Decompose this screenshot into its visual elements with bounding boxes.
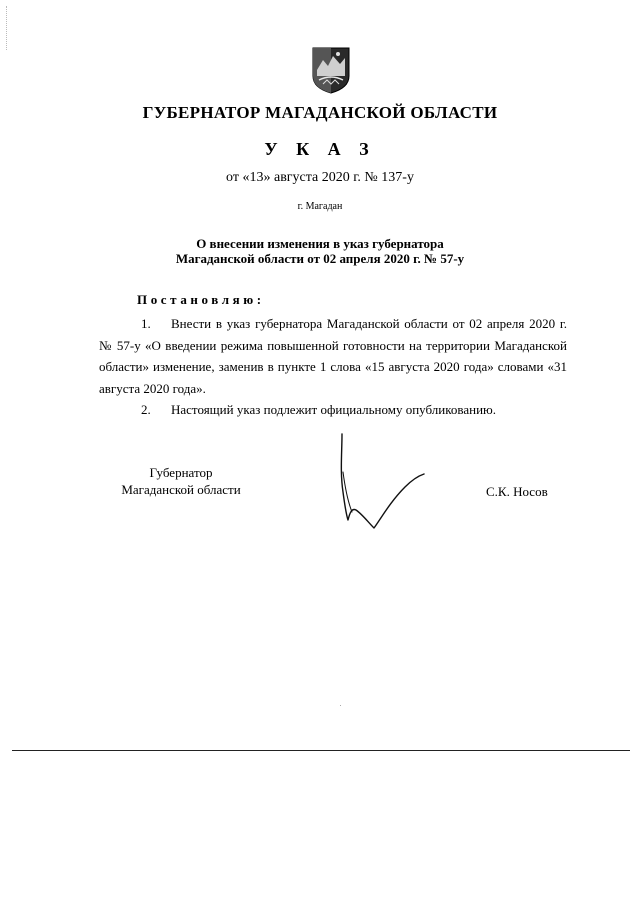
coat-of-arms-icon bbox=[311, 46, 351, 94]
signatory-title bbox=[96, 464, 266, 498]
document-subject bbox=[0, 236, 640, 266]
document-type: У К А З bbox=[264, 139, 376, 159]
handwritten-signature bbox=[330, 432, 430, 532]
paragraph-text: Внести в указ губернатора Магаданской области от 02 апреля 2020 г. № 57-у «О введении режима повышенной готовности на территории Магаданской области» изменение, заменив в пункте 1 слова «15 августа 2020 года» словами «31 августа 2020 года». bbox=[99, 316, 567, 396]
page-bottom-rule bbox=[12, 750, 630, 751]
signatory-name: С.К. Носов bbox=[486, 484, 548, 499]
document-date-number: от «13» августа 2020 г. № 137-у bbox=[226, 170, 414, 185]
scan-speck bbox=[340, 705, 341, 706]
paragraph-1 bbox=[99, 313, 567, 399]
document-city: г. Магадан bbox=[297, 201, 343, 212]
paragraph-text: Настоящий указ подлежит официальному опубликованию. bbox=[171, 402, 497, 417]
signatory-title-line-2: Магаданской области bbox=[121, 482, 241, 497]
paragraph-2 bbox=[99, 399, 567, 421]
subject-line-1: О внесении изменения в указ губернатора bbox=[196, 236, 444, 251]
paragraph-number: 1. bbox=[141, 316, 151, 331]
paragraph-number: 2. bbox=[141, 402, 151, 417]
signatory-title-line-1: Губернатор bbox=[149, 465, 213, 480]
decree-word: Постановляю: bbox=[137, 292, 265, 307]
scan-margin-mark bbox=[6, 6, 7, 50]
issuer-title: ГУБЕРНАТОР МАГАДАНСКОЙ ОБЛАСТИ bbox=[142, 103, 498, 122]
subject-line-2: Магаданской области от 02 апреля 2020 г. № 57-у bbox=[175, 251, 465, 266]
